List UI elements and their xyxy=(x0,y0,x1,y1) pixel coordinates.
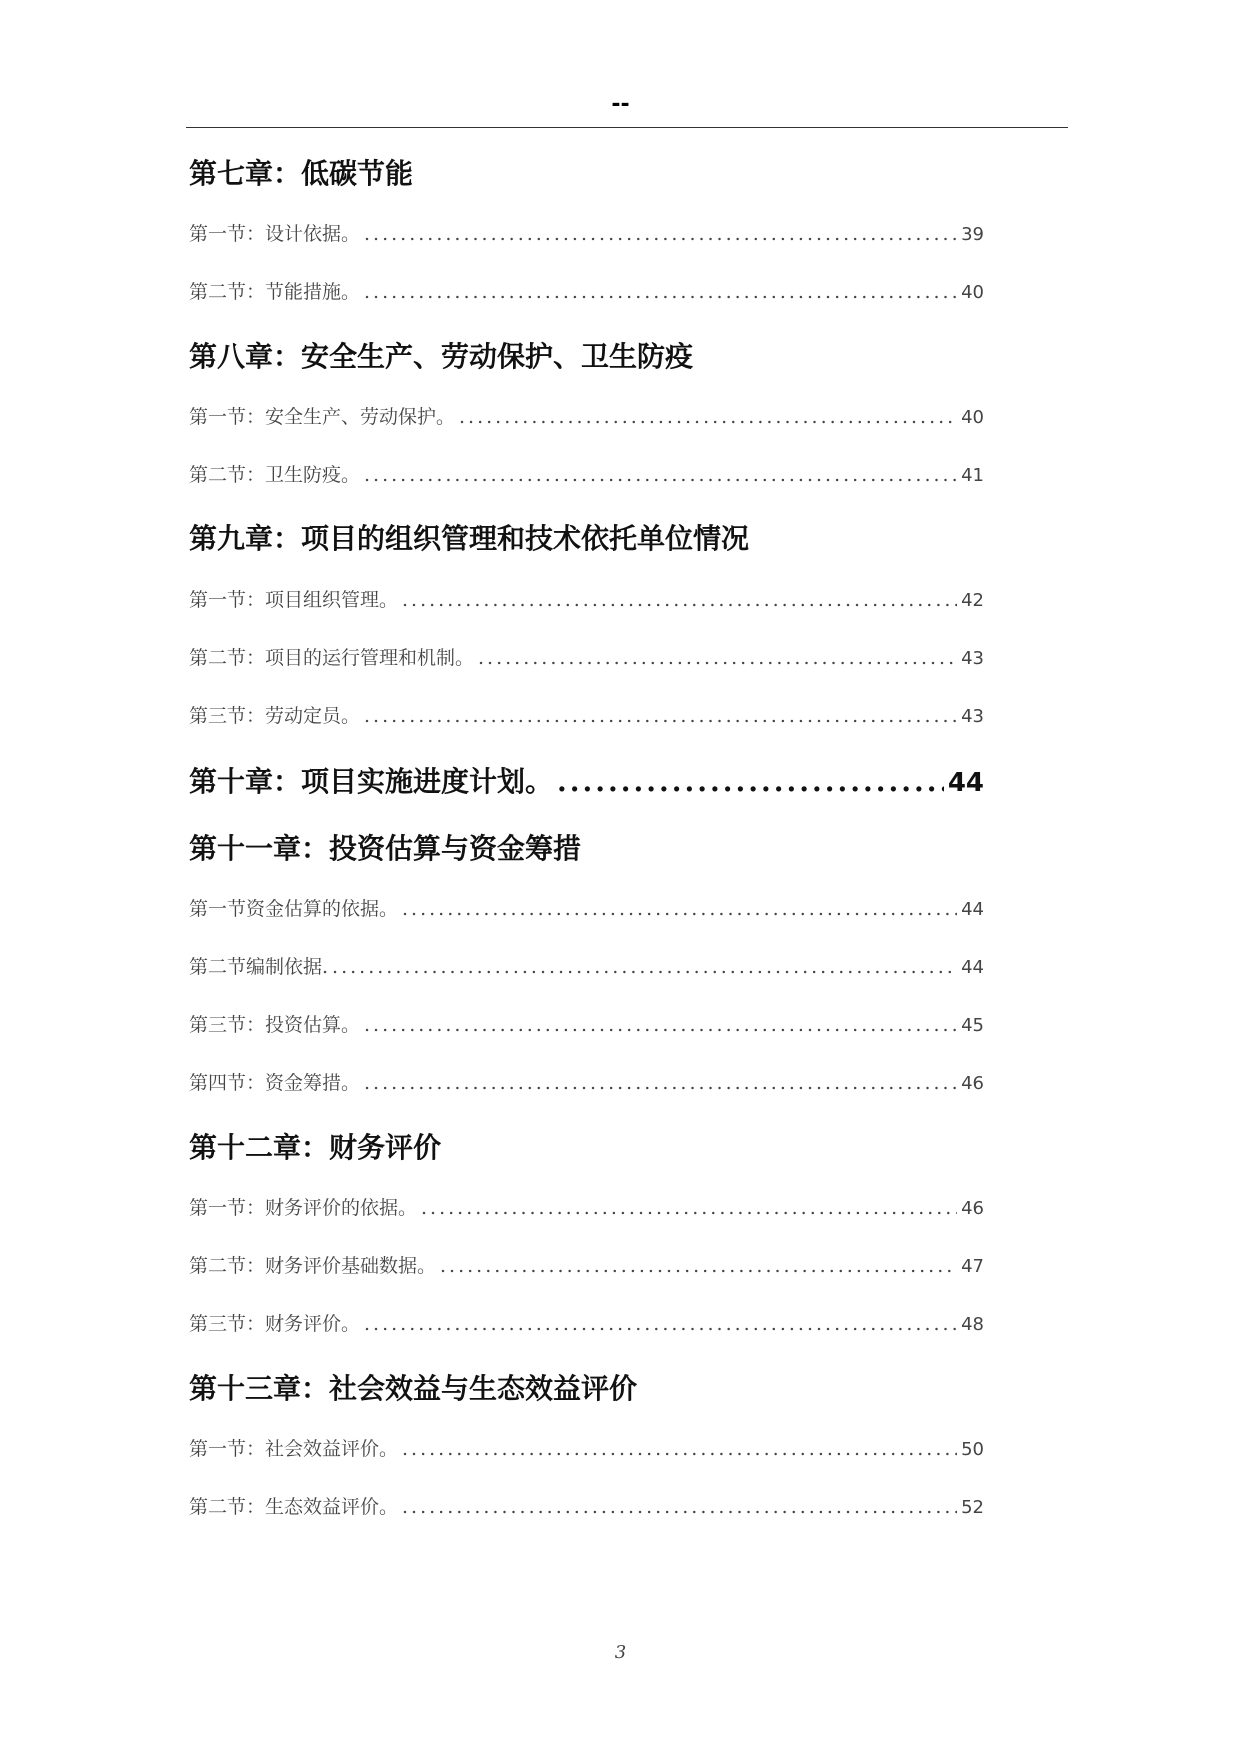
toc-section[interactable] xyxy=(189,460,984,488)
dot-leader xyxy=(402,1438,957,1460)
toc-section[interactable] xyxy=(189,219,984,247)
toc-page-number: 42 xyxy=(961,590,984,611)
toc-section[interactable] xyxy=(189,701,984,729)
dot-leader xyxy=(364,223,957,245)
toc-section[interactable] xyxy=(189,402,984,430)
toc-chapter[interactable] xyxy=(189,760,984,800)
toc-page-number: 44 xyxy=(947,768,984,798)
toc-section-title: 第三节：投资估算。 xyxy=(189,1014,361,1036)
toc-section-title: 第二节编制依据. xyxy=(189,956,329,978)
toc-chapter-title: 第十二章：财务评价 xyxy=(189,1131,442,1164)
toc-section-title: 第一节：设计依据。 xyxy=(189,223,361,245)
dot-leader xyxy=(364,1014,957,1036)
toc-page-number: 46 xyxy=(961,1073,984,1094)
dot-leader xyxy=(459,406,957,428)
dot-leader xyxy=(364,1072,957,1094)
toc-chapter[interactable] xyxy=(189,1126,984,1166)
dot-leader xyxy=(557,765,944,798)
dot-leader xyxy=(332,956,957,978)
dot-leader xyxy=(364,705,957,727)
toc-chapter[interactable] xyxy=(189,517,984,557)
dot-leader xyxy=(421,1197,957,1219)
toc-section-title: 第一节：项目组织管理。 xyxy=(189,589,399,611)
toc-section-title: 第三节：财务评价。 xyxy=(189,1313,361,1335)
toc-section[interactable] xyxy=(189,1309,984,1337)
dot-leader xyxy=(440,1255,957,1277)
page-number: 3 xyxy=(614,1642,627,1663)
toc-page-number: 43 xyxy=(961,648,984,669)
toc-page-number: 43 xyxy=(961,706,984,727)
toc-page-number: 47 xyxy=(961,1256,984,1277)
toc-section[interactable] xyxy=(189,894,984,922)
toc-section[interactable] xyxy=(189,1492,984,1520)
toc-section[interactable] xyxy=(189,1251,984,1279)
toc-chapter[interactable] xyxy=(189,152,984,192)
toc-chapter[interactable] xyxy=(189,1367,984,1407)
toc-page-number: 52 xyxy=(961,1497,984,1518)
toc-page-number: 41 xyxy=(961,465,984,486)
toc-chapter-title: 第十章：项目实施进度计划。 xyxy=(189,765,554,798)
toc-section-title: 第二节：节能措施。 xyxy=(189,281,361,303)
toc-page-number: 40 xyxy=(961,407,984,428)
page-header: -- xyxy=(611,92,630,117)
toc-chapter-title: 第十三章：社会效益与生态效益评价 xyxy=(189,1372,638,1405)
toc-section-title: 第一节：社会效益评价。 xyxy=(189,1438,399,1460)
toc-section[interactable] xyxy=(189,1434,984,1462)
toc-page-number: 45 xyxy=(961,1015,984,1036)
toc-chapter[interactable] xyxy=(189,335,984,375)
dot-leader xyxy=(364,464,957,486)
dot-leader xyxy=(402,1496,957,1518)
toc-section-title: 第二节：项目的运行管理和机制。 xyxy=(189,647,475,669)
toc-page-number: 46 xyxy=(961,1198,984,1219)
toc-chapter-title: 第九章：项目的组织管理和技术依托单位情况 xyxy=(189,522,750,555)
toc-chapter-title: 第八章：安全生产、劳动保护、卫生防疫 xyxy=(189,340,694,373)
toc-section-title: 第二节：生态效益评价。 xyxy=(189,1496,399,1518)
toc-chapter-title: 第七章：低碳节能 xyxy=(189,157,414,190)
toc-page-number: 40 xyxy=(961,282,984,303)
toc-page-number: 50 xyxy=(961,1439,984,1460)
toc-chapter[interactable] xyxy=(189,827,984,867)
toc-section[interactable] xyxy=(189,1193,984,1221)
toc-section-title: 第二节：财务评价基础数据。 xyxy=(189,1255,437,1277)
toc-section-title: 第一节：财务评价的依据。 xyxy=(189,1197,418,1219)
dot-leader xyxy=(402,898,957,920)
toc-section[interactable] xyxy=(189,643,984,671)
toc-section-title: 第一节资金估算的依据。 xyxy=(189,898,399,920)
toc-page-number: 44 xyxy=(961,957,984,978)
toc-section[interactable] xyxy=(189,1010,984,1038)
dot-leader xyxy=(402,589,957,611)
dot-leader xyxy=(364,1313,957,1335)
toc-section[interactable] xyxy=(189,277,984,305)
toc-page-number: 44 xyxy=(961,899,984,920)
toc-section-title: 第四节：资金筹措。 xyxy=(189,1072,361,1094)
toc-section[interactable] xyxy=(189,952,984,980)
dot-leader xyxy=(364,281,957,303)
dot-leader xyxy=(478,647,957,669)
toc-page-number: 39 xyxy=(961,224,984,245)
toc-section[interactable] xyxy=(189,1068,984,1096)
toc-page-number: 48 xyxy=(961,1314,984,1335)
toc-chapter-title: 第十一章：投资估算与资金筹措 xyxy=(189,832,582,865)
toc-section-title: 第二节：卫生防疫。 xyxy=(189,464,361,486)
toc-section-title: 第三节：劳动定员。 xyxy=(189,705,361,727)
toc-section[interactable] xyxy=(189,585,984,613)
toc-section-title: 第一节：安全生产、劳动保护。 xyxy=(189,406,456,428)
